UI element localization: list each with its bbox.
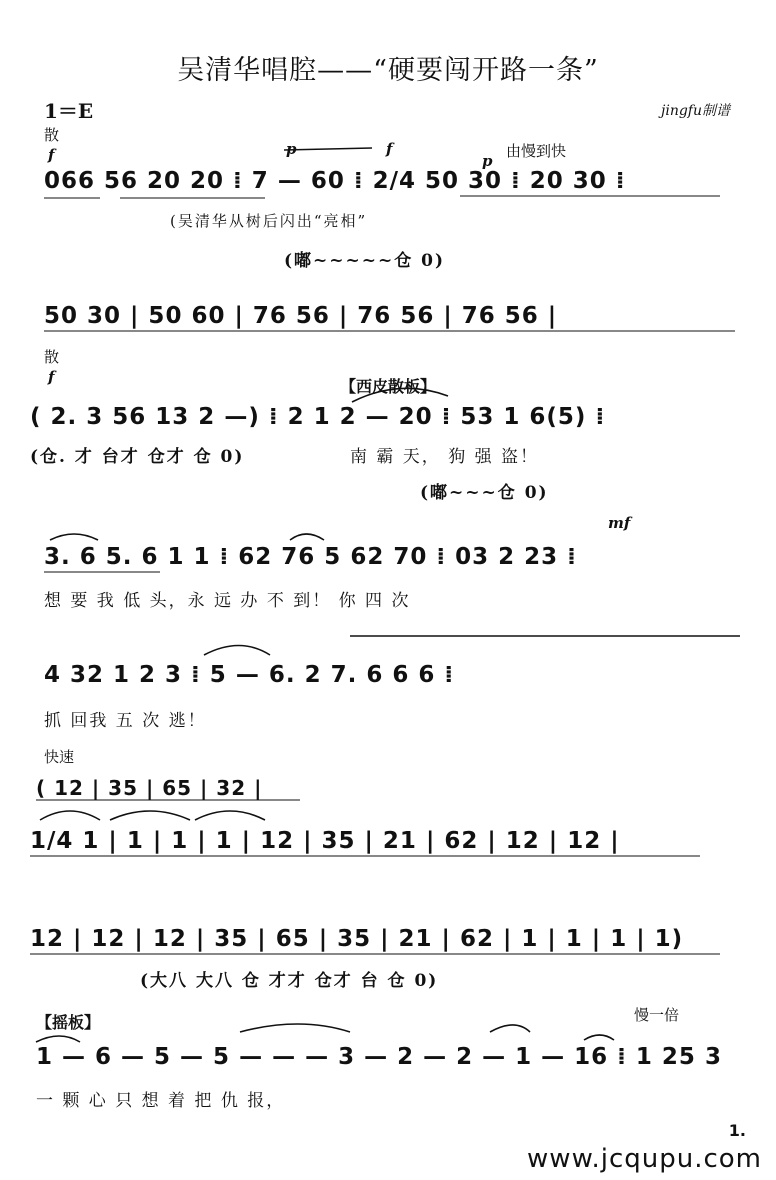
notation-line-7: 12 | 12 | 12 | 35 | 65 | 35 | 21 | 62 | 1 | 1 | 1 | 1) — [30, 926, 684, 952]
dynamic-p-1: p — [286, 140, 297, 158]
percussion-line-3b: (嘟~~~仓 0) — [420, 483, 549, 503]
lyrics-line-5: 抓 回我 五 次 逃！ — [44, 711, 207, 731]
stage-direction: (吴清华从树后闪出“亮相” — [170, 212, 368, 230]
dynamic-f-3: f — [48, 368, 55, 386]
dynamic-p-2: p — [482, 152, 493, 170]
notation-line-5: 4 32 1 2 3 ⁞ 5 — 6. 2 7. 6 6 6 ⁞ — [44, 662, 455, 688]
marking-san-1: 散 — [44, 126, 60, 144]
section-label-yaoban: 【摇板】 — [36, 1013, 101, 1032]
lyrics-line-8: 一 颗 心 只 想 着 把 仇 报， — [36, 1091, 286, 1111]
percussion-line-3: (仓. 才 台才 仓才 仓 0) — [30, 447, 245, 467]
page-title: 吴清华唱腔——“硬要闯开路一条” — [177, 55, 599, 86]
notation-line-6-upper: ( 12 | 35 | 65 | 32 | — [36, 776, 263, 800]
percussion-line-7: (大八 大八 仓 才才 仓才 台 仓 0) — [140, 971, 439, 991]
tempo-marking-fast: 快速 — [44, 748, 75, 766]
page-number: 1. — [728, 1121, 746, 1140]
tempo-marking-1: 由慢到快 — [506, 142, 567, 160]
footer-watermark: www.jcqupu.com — [527, 1144, 762, 1174]
notation-line-8: 1 — 6 — 5 — 5 — — — 3 — 2 — 2 — 1 — 16 ⁞ 1 25 3 — [36, 1044, 722, 1070]
key-signature: 1＝E — [44, 99, 94, 123]
percussion-line-1: (嘟~~~~~仓 0) — [284, 251, 446, 271]
notation-line-2: 50 30 | 50 60 | 76 56 | 76 56 | 76 56 | — [44, 303, 558, 329]
dynamic-mf: mf — [608, 514, 631, 532]
credit-text: jingfu制谱 — [661, 103, 730, 119]
section-label-xipi: 【西皮散板】 — [340, 377, 437, 396]
lyrics-line-4: 想 要 我 低 头，永 远 办 不 到！ 你 四 次 — [44, 591, 411, 611]
notation-line-1: 066 56 20 20 ⁞ 7 — 60 ⁞ 2/4 50 30 ⁞ 20 30 ⁞ — [44, 168, 626, 194]
lyrics-line-3: 南 霸 天， 狗 强 盗！ — [350, 447, 540, 467]
notation-line-6: 1/4 1 | 1 | 1 | 1 | 12 | 35 | 21 | 62 | 12 | 12 | — [30, 828, 620, 854]
notation-line-4: 3. 6 5. 6 1 1 ⁞ 62 76 5 62 70 ⁞ 03 2 23 ⁞ — [44, 544, 577, 570]
notation-line-3: ( 2. 3 56 13 2 —) ⁞ 2 1 2 — 20 ⁞ 53 1 6(5) ⁞ — [30, 404, 606, 430]
marking-san-2: 散 — [44, 348, 60, 366]
dynamic-f-1: f — [48, 146, 55, 164]
tempo-marking-slow: 慢一倍 — [634, 1006, 680, 1024]
dynamic-f-2: f — [386, 140, 393, 158]
